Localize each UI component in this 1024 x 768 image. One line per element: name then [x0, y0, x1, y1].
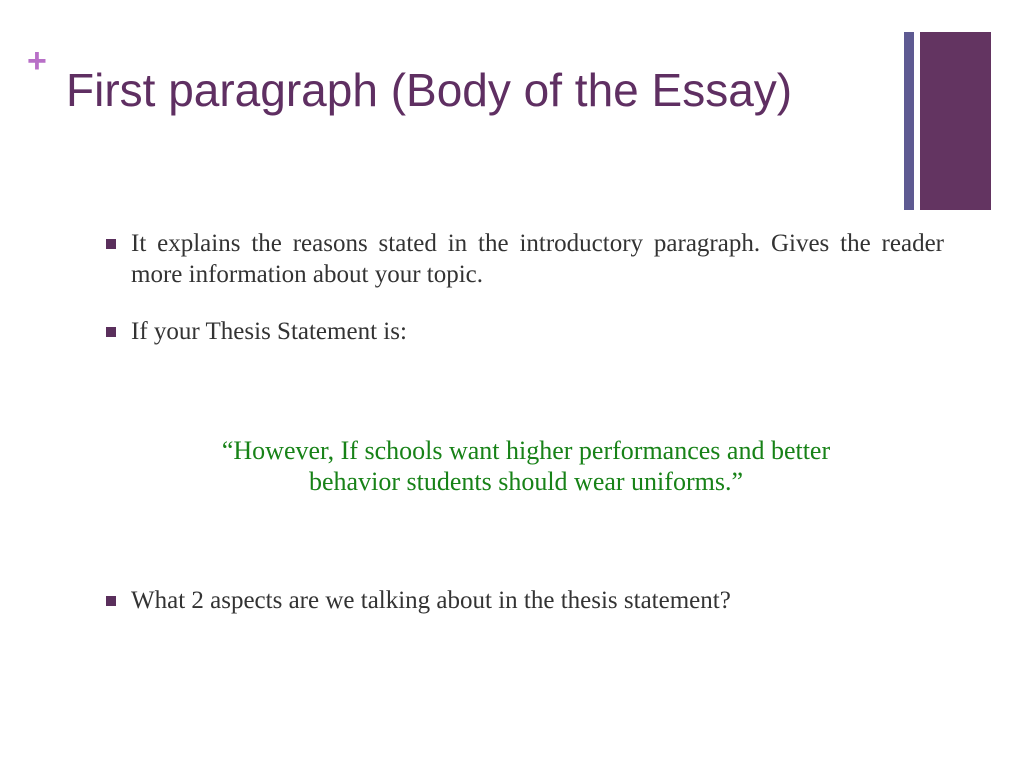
thesis-quote-line: “However, If schools want higher performances and better	[221, 436, 831, 465]
bullet-item-question	[106, 585, 944, 616]
decorative-bar-thick	[920, 32, 991, 210]
square-bullet-icon	[106, 327, 116, 337]
decorative-bar-thin	[904, 32, 914, 210]
slide-title: First paragraph (Body of the Essay)	[66, 64, 793, 116]
thesis-quote	[126, 435, 926, 497]
plus-icon: +	[27, 42, 47, 80]
square-bullet-icon	[106, 239, 116, 249]
bullet-item-thesis	[106, 316, 944, 347]
bullet-text: If your Thesis Statement is:	[131, 318, 407, 345]
thesis-quote-line: behavior students should wear uniforms.”	[309, 467, 743, 496]
bullet-item-explains	[106, 228, 944, 290]
bullet-text: What 2 aspects are we talking about in the thesis statement?	[131, 587, 731, 614]
bullet-text: It explains the reasons stated in the introductory paragraph. Gives the reader more information about your topic.	[131, 230, 944, 288]
square-bullet-icon	[106, 596, 116, 606]
